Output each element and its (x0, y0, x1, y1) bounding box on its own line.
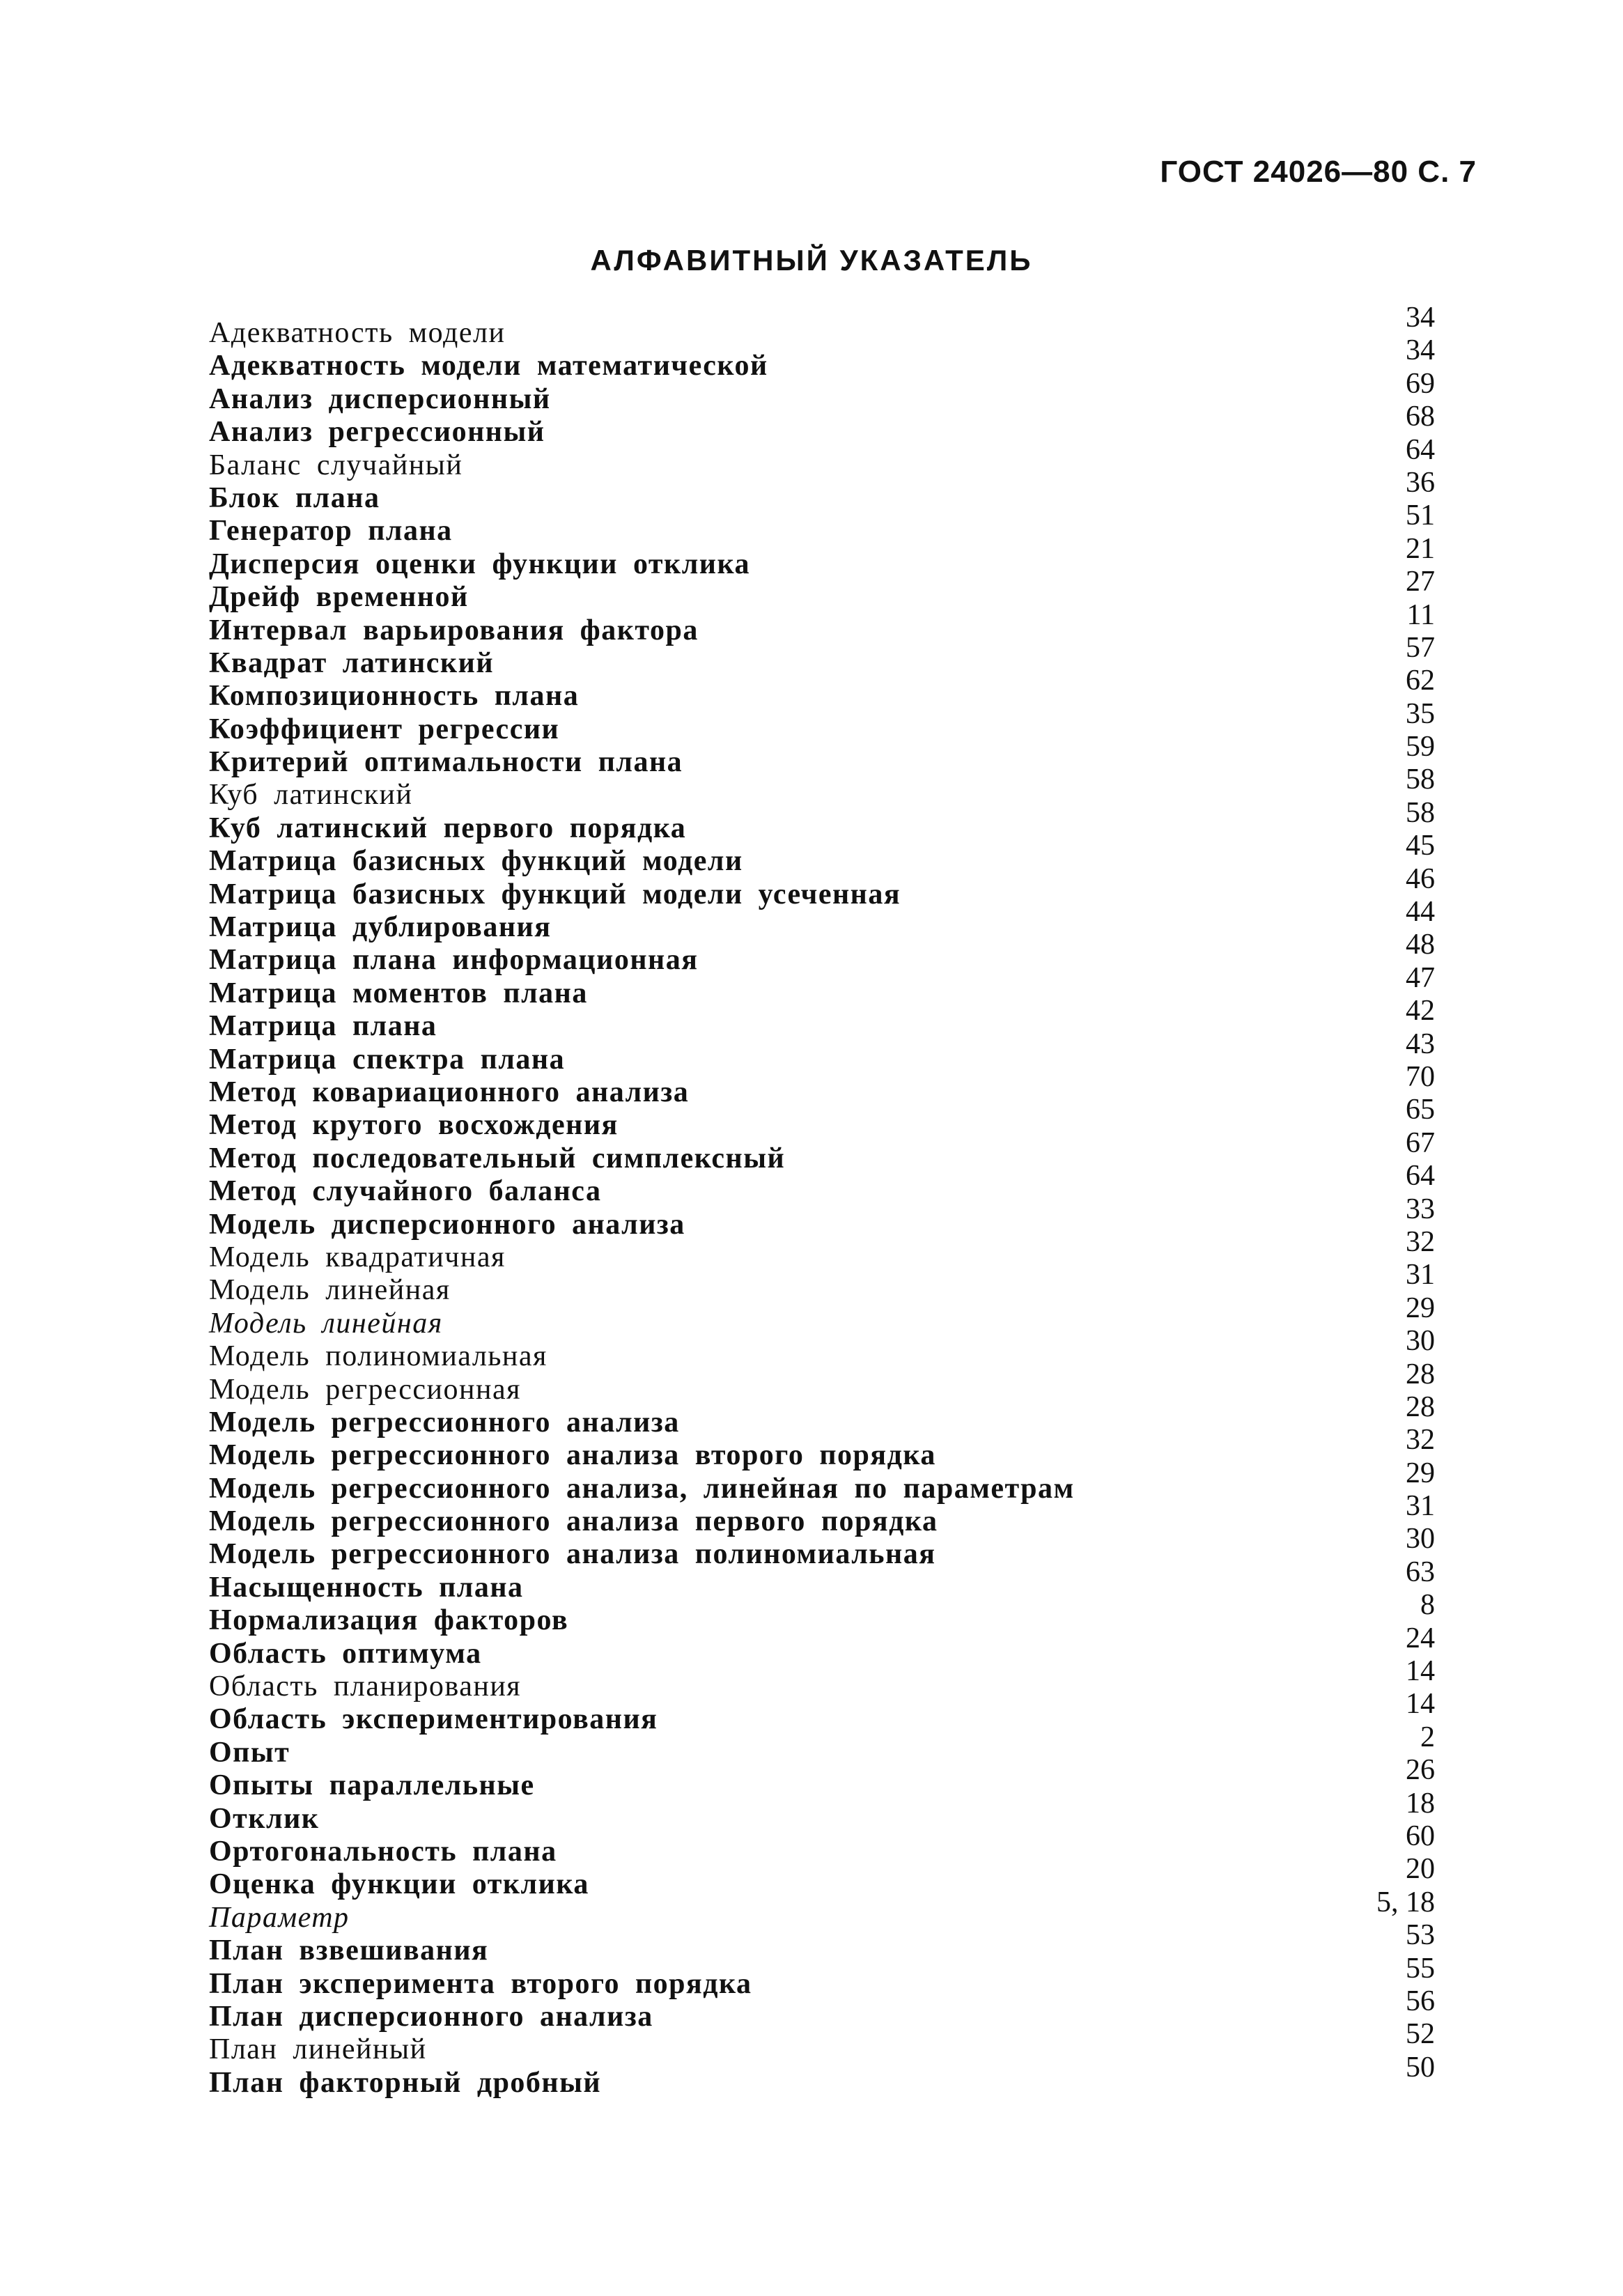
index-entry (209, 1853, 1435, 1901)
index-page-number: 58 (1406, 796, 1435, 829)
index-page-number: 69 (1406, 367, 1435, 400)
index-term: План взвешивания (209, 1934, 489, 1967)
index-entry (209, 598, 1435, 647)
index-page-number: 34 (1406, 302, 1435, 334)
index-entry (209, 1060, 1435, 1109)
index-term: Модель регрессионного анализа, линейная по параметрам (209, 1472, 1075, 1505)
index-page-number: 45 (1406, 830, 1435, 862)
index-entry (209, 1919, 1435, 1967)
index-term: Матрица плана (209, 1010, 437, 1043)
index-page-number: 56 (1406, 1985, 1435, 2017)
index-entry (209, 1688, 1435, 1736)
index-term: Матрица дублирования (209, 911, 552, 944)
index-page-number: 32 (1406, 1225, 1435, 1258)
index-page-number: 28 (1406, 1390, 1435, 1423)
index-term: Адекватность модели математической (209, 350, 768, 382)
index-term: Матрица плана информационная (209, 944, 699, 977)
index-term: План факторный дробный (209, 2066, 602, 2099)
index-entry (209, 995, 1435, 1043)
index-term: Ортогональность плана (209, 1835, 557, 1868)
index-term: Коэффициент регрессии (209, 713, 560, 745)
index-page-number: 57 (1406, 631, 1435, 664)
index-term: Метод ковариационного анализа (209, 1076, 690, 1108)
index-page-number: 50 (1406, 2051, 1435, 2084)
index-page-number: 43 (1406, 1027, 1435, 1060)
index-page-number: 32 (1406, 1424, 1435, 1457)
index-term: Модель регрессионного анализа второго порядка (209, 1439, 936, 1472)
index-term: Квадрат латинский (209, 646, 495, 679)
index-entry (209, 302, 1435, 350)
index-page-number: 30 (1406, 1523, 1435, 1556)
index-term: Область экспериментирования (209, 1703, 658, 1736)
index-entry (209, 862, 1435, 911)
index-page-number: 63 (1406, 1556, 1435, 1588)
index-entry (209, 532, 1435, 581)
index-page-number: 65 (1406, 1094, 1435, 1126)
index-page-number: 53 (1406, 1919, 1435, 1952)
index-page-number: 64 (1406, 433, 1435, 466)
index-entry (209, 830, 1435, 878)
index-entry (209, 1985, 1435, 2033)
index-page-number: 58 (1406, 763, 1435, 796)
index-entry (209, 1160, 1435, 1208)
index-page-number: 35 (1406, 697, 1435, 730)
index-term: Модель квадратичная (209, 1241, 506, 1273)
index-entry (209, 1589, 1435, 1637)
index-page-number: 42 (1406, 995, 1435, 1027)
index-page-number: 20 (1406, 1853, 1435, 1886)
index-page-number: 33 (1406, 1193, 1435, 1225)
index-term: Блок плана (209, 481, 380, 514)
index-page-number: 55 (1406, 1952, 1435, 1985)
index-page-number: 60 (1406, 1820, 1435, 1852)
index-page-number: 30 (1406, 1325, 1435, 1358)
index-term: Модель регрессионная (209, 1373, 521, 1406)
index-entry (209, 1126, 1435, 1175)
index-term: Опыт (209, 1736, 290, 1769)
index-term: Модель полиномиальная (209, 1340, 548, 1373)
index-entry (209, 731, 1435, 779)
index-page-number: 2 (1420, 1721, 1435, 1753)
index-page-number: 70 (1406, 1060, 1435, 1093)
index-page-number: 36 (1406, 466, 1435, 499)
index-page-number: 48 (1406, 929, 1435, 961)
index-page-number: 5, 18 (1376, 1886, 1435, 1918)
index-page-number: 28 (1406, 1358, 1435, 1390)
index-entry (209, 896, 1435, 944)
index-entry (209, 1094, 1435, 1142)
page-title: АЛФАВИТНЫЙ УКАЗАТЕЛЬ (590, 244, 1033, 277)
index-entry (209, 1325, 1435, 1373)
index-page-number: 26 (1406, 1754, 1435, 1787)
index-page-number: 14 (1406, 1688, 1435, 1721)
index-term: Модель регрессионного анализа первого порядка (209, 1505, 938, 1538)
index-term: Метод случайного баланса (209, 1175, 602, 1208)
index-term: Оценка функции отклика (209, 1868, 589, 1901)
index-entry (209, 334, 1435, 382)
index-page-number: 46 (1406, 862, 1435, 895)
index-page-number: 18 (1406, 1787, 1435, 1820)
index-page-number: 14 (1406, 1655, 1435, 1688)
index-entry (209, 2018, 1435, 2066)
index-page-number: 24 (1406, 1622, 1435, 1654)
index-term: Опыты параллельные (209, 1769, 535, 1802)
index-term: Модель регрессионного анализа полиномиальная (209, 1538, 936, 1571)
index-entry (209, 763, 1435, 812)
index-term: Адекватность модели (209, 317, 506, 349)
index-page-number: 64 (1406, 1160, 1435, 1193)
index-entry (209, 499, 1435, 548)
alphabetical-index (209, 302, 1435, 2100)
index-page-number: 44 (1406, 896, 1435, 929)
index-page-number: 29 (1406, 1457, 1435, 1489)
index-page-number: 67 (1406, 1126, 1435, 1159)
index-term: Матрица базисных функций модели усеченная (209, 878, 901, 910)
index-entry (209, 1457, 1435, 1505)
index-entry (209, 1787, 1435, 1836)
index-term: Интервал варьирования фактора (209, 614, 699, 646)
index-term: Область планирования (209, 1670, 522, 1703)
index-term: Область оптимума (209, 1637, 482, 1670)
index-page-number: 52 (1406, 2018, 1435, 2051)
index-term: План дисперсионного анализа (209, 2000, 653, 2033)
index-term: Отклик (209, 1802, 320, 1835)
index-entry (209, 1655, 1435, 1703)
index-page-number: 51 (1406, 499, 1435, 532)
index-entry (209, 1424, 1435, 1472)
running-head: ГОСТ 24026—80 С. 7 (1160, 155, 1477, 189)
index-entry (209, 1622, 1435, 1670)
index-term: Модель регрессионного анализа (209, 1406, 680, 1438)
index-entry (209, 1358, 1435, 1406)
index-term: Композиционность плана (209, 680, 580, 713)
index-entry (209, 631, 1435, 680)
index-entry (209, 1523, 1435, 1571)
index-term: Насыщенность плана (209, 1571, 524, 1604)
index-term: Метод последовательный симплексный (209, 1142, 786, 1174)
index-entry (209, 2051, 1435, 2100)
index-page-number: 47 (1406, 961, 1435, 994)
index-page-number: 27 (1406, 566, 1435, 598)
index-term: Параметр (209, 1901, 350, 1934)
index-page-number: 31 (1406, 1259, 1435, 1292)
index-entry (209, 1952, 1435, 2001)
index-page-number: 59 (1406, 731, 1435, 763)
index-entry (209, 697, 1435, 746)
index-page-number: 11 (1406, 598, 1435, 631)
index-entry (209, 1820, 1435, 1868)
index-term: Дрейф временной (209, 581, 469, 614)
index-entry (209, 1490, 1435, 1538)
index-page-number: 21 (1406, 532, 1435, 565)
index-term: Матрица спектра плана (209, 1043, 566, 1076)
index-entry (209, 1754, 1435, 1802)
index-entry (209, 796, 1435, 845)
index-term: Куб латинский первого порядка (209, 812, 687, 844)
index-term: Модель линейная (209, 1274, 451, 1307)
index-entry (209, 1292, 1435, 1340)
index-entry (209, 433, 1435, 482)
index-term: Нормализация факторов (209, 1604, 569, 1637)
index-term: План линейный (209, 2033, 427, 2066)
index-term: Анализ дисперсионный (209, 382, 551, 415)
index-entry (209, 961, 1435, 1010)
index-entry (209, 1027, 1435, 1076)
index-term: Куб латинский (209, 779, 413, 812)
index-term: Дисперсия оценки функции отклика (209, 548, 751, 580)
index-entry (209, 1225, 1435, 1274)
index-entry (209, 1721, 1435, 1769)
index-term: Матрица моментов плана (209, 977, 588, 1009)
index-entry (209, 1259, 1435, 1307)
index-entry (209, 566, 1435, 614)
index-entry (209, 401, 1435, 449)
index-page-number: 62 (1406, 665, 1435, 697)
index-entry (209, 929, 1435, 977)
index-page-number: 68 (1406, 401, 1435, 433)
index-entry (209, 1390, 1435, 1439)
index-entry (209, 367, 1435, 416)
index-term: Анализ регрессионный (209, 416, 545, 449)
index-page-number: 31 (1406, 1490, 1435, 1523)
index-page-number: 8 (1420, 1589, 1435, 1622)
index-page-number: 29 (1406, 1292, 1435, 1324)
index-term: Модель дисперсионного анализа (209, 1208, 685, 1241)
index-page-number: 34 (1406, 334, 1435, 367)
index-term: Матрица базисных функций модели (209, 845, 743, 878)
index-entry (209, 1886, 1435, 1934)
index-term: Баланс случайный (209, 449, 463, 481)
index-term: Генератор плана (209, 515, 453, 548)
index-entry (209, 665, 1435, 713)
index-entry (209, 1556, 1435, 1604)
index-entry (209, 466, 1435, 515)
index-entry (209, 1193, 1435, 1241)
index-term: План эксперимента второго порядка (209, 1967, 752, 2000)
index-term: Модель линейная (209, 1307, 443, 1340)
index-term: Метод крутого восхождения (209, 1109, 619, 1142)
index-term: Критерий оптимальности плана (209, 746, 683, 779)
